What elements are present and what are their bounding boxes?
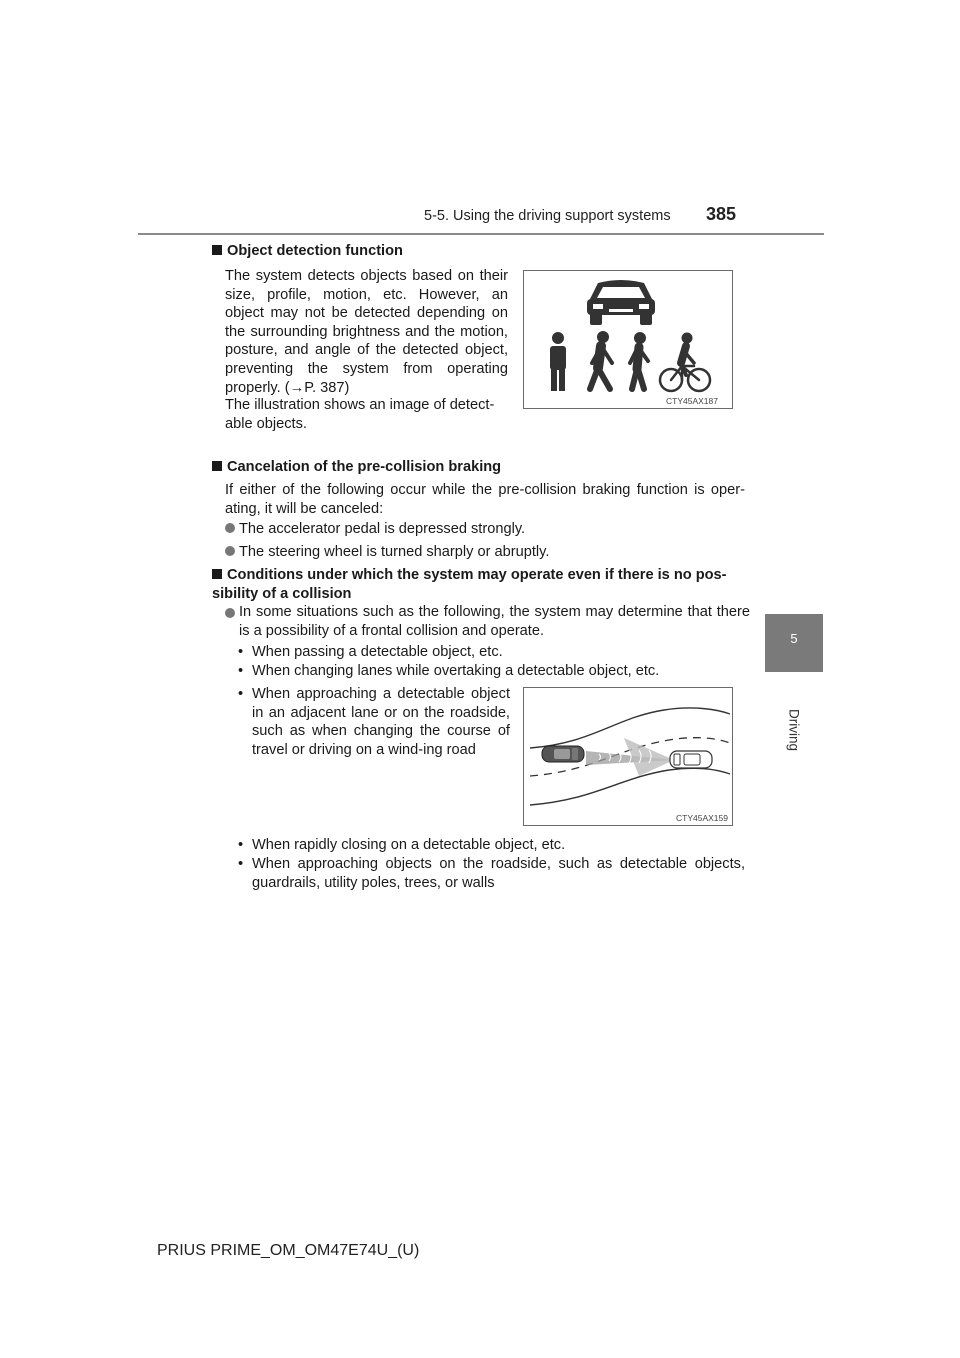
- figure-code-2: CTY45AX159: [676, 813, 728, 823]
- circle-bullet-icon: [225, 523, 235, 533]
- cyclist-icon: [660, 333, 710, 392]
- conditions-sub-item-1: • When passing a detectable object, etc.: [238, 644, 503, 660]
- header-section-title: 5-5. Using the driving support systems: [424, 208, 671, 224]
- walking-pedestrian-icon: [590, 331, 612, 389]
- header-divider: [138, 233, 824, 235]
- conditions-heading: Conditions under which the system may operate even if there is no pos-sibility of a collision: [212, 567, 727, 602]
- standing-pedestrian-icon: [550, 332, 566, 391]
- page-number: 385: [706, 204, 737, 224]
- chapter-label: Driving: [786, 708, 802, 752]
- winding-road-figure: [523, 687, 733, 826]
- figure-code-1: CTY45AX187: [666, 396, 718, 406]
- square-bullet-icon: [212, 569, 222, 579]
- detectable-objects-figure: [523, 270, 733, 409]
- conditions-sub-item-4: • When approaching objects on the roadside, such as detectable objects, guardrails, utility poles, trees, or walls: [238, 856, 745, 891]
- cancelation-item-2: The steering wheel is turned sharply or abruptly.: [225, 543, 549, 562]
- car-front-icon: [587, 280, 655, 325]
- object-detection-caption: The illustration shows an image of detect-able objects.: [225, 397, 495, 432]
- cancelation-intro: If either of the following occur while the pre-collision braking function is oper-ating, it will be canceled:: [225, 482, 745, 517]
- conditions-sub-item-3: • When rapidly closing on a detectable object, etc.: [238, 837, 566, 853]
- conditions-sub-item-2: • When changing lanes while overtaking a detectable object, etc.: [238, 663, 660, 679]
- chapter-number: 5: [790, 631, 798, 646]
- cancelation-item-1: The accelerator pedal is depressed strongly.: [225, 520, 525, 539]
- object-detection-heading: Object detection function: [212, 243, 403, 259]
- conditions-sub-item-figure-text: • When approaching a detectable object in an adjacent lane or on the roadside, such as when changing the course of travel or driving on a wind-ing road: [238, 686, 510, 758]
- footer-manual-code: PRIUS PRIME_OM_OM47E74U_(U): [157, 1242, 420, 1259]
- own-car-icon: [542, 746, 584, 762]
- circle-bullet-icon: [225, 608, 235, 618]
- detectable-objects-illustration: [524, 271, 732, 408]
- detected-car-icon: [670, 751, 712, 768]
- winding-road-illustration: [524, 688, 732, 825]
- square-bullet-icon: [212, 245, 222, 255]
- cancelation-heading: Cancelation of the pre-collision braking: [212, 459, 501, 475]
- conditions-bullet: In some situations such as the following, the system may determine that there is a possibility of a frontal collision and operate.: [225, 603, 750, 640]
- child-pedestrian-icon: [630, 332, 648, 389]
- square-bullet-icon: [212, 461, 222, 471]
- object-detection-paragraph: The system detects objects based on their size, profile, motion, etc. However, an object may not be detected depending on the surrounding brightness and the motion, posture, and angle of the detected object, preventing the system from operating properly. (→P. 387): [225, 268, 508, 396]
- circle-bullet-icon: [225, 546, 235, 556]
- chapter-label-box: [764, 700, 824, 760]
